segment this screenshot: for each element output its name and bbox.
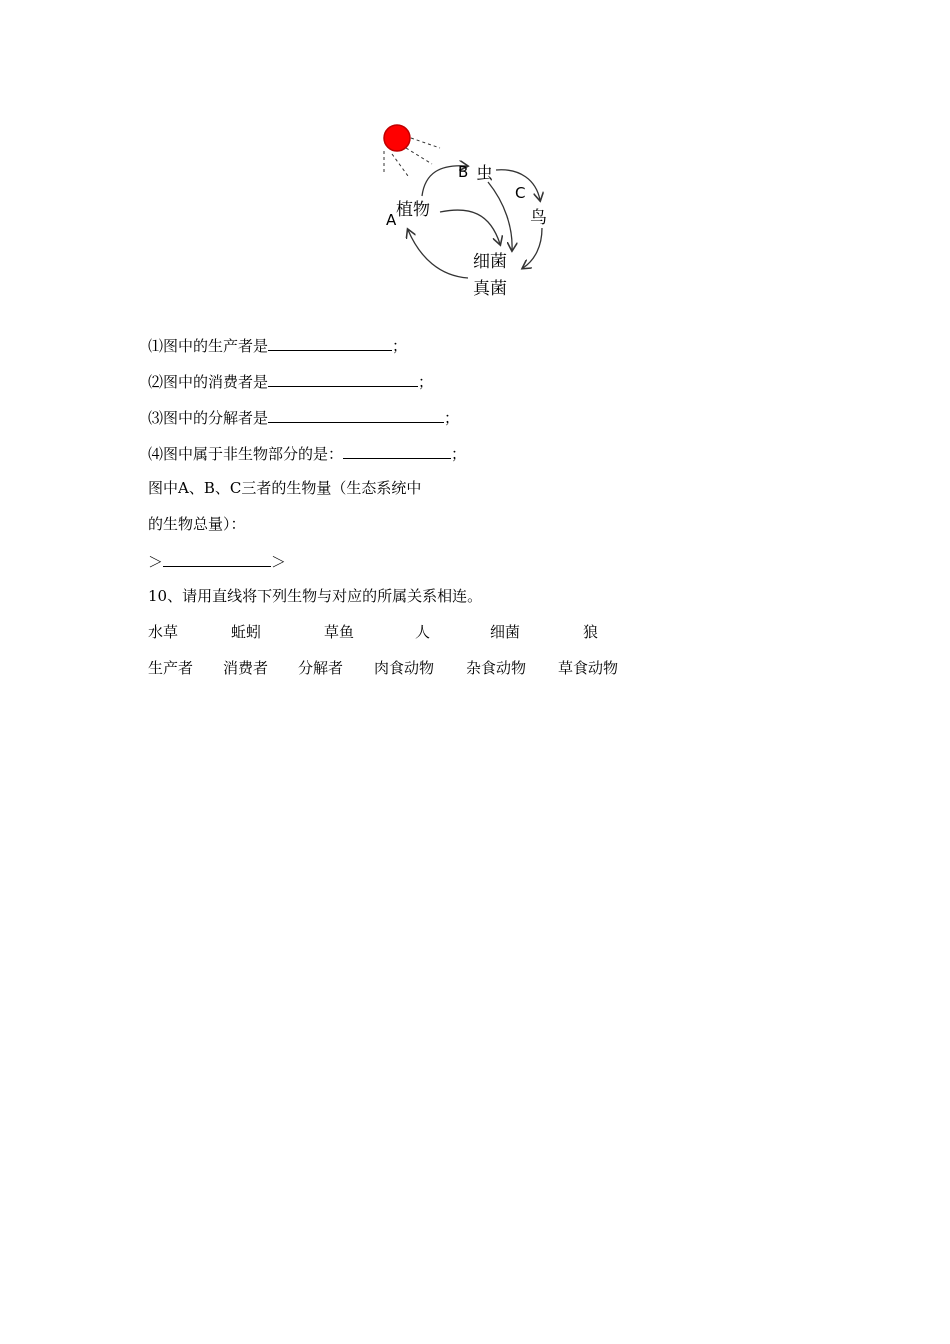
organism-item: 水草 [148, 623, 179, 641]
greater-than-1: ＞ [148, 553, 164, 571]
question-10-title: 10、请用直线将下列生物与对应的所属关系相连。 [148, 587, 483, 605]
category-item: 消费者 [223, 659, 269, 677]
node-insect: 虫 [476, 164, 493, 184]
letter-b: B [458, 163, 469, 181]
food-web-diagram [370, 118, 570, 308]
answer-blank-3[interactable] [268, 406, 444, 423]
sun-icon [384, 125, 410, 151]
arrow-decomposer-to-plant [408, 230, 468, 278]
question-2-text: ⑵图中的消费者是 [148, 373, 269, 391]
question-3-text: ⑶图中的分解者是 [148, 409, 269, 427]
arrow-plant-to-decomposer [440, 210, 500, 244]
question-2 [148, 370, 433, 392]
question-2-end: ； [418, 373, 434, 391]
node-decomposer-fungi: 真菌 [473, 279, 507, 299]
category-item: 草食动物 [558, 659, 619, 677]
category-item: 分解者 [298, 659, 344, 677]
arrow-bird-to-decomposer [523, 228, 542, 268]
node-decomposer-bacteria: 细菌 [473, 252, 507, 272]
biomass-line-1: 图中A、B、C三者的生物量（生态系统中 [148, 479, 422, 497]
organism-item: 蚯蚓 [231, 623, 262, 641]
biomass-blank[interactable] [163, 550, 271, 567]
organism-item: 人 [415, 623, 431, 641]
biomass-comparison [148, 550, 286, 572]
question-1-text: ⑴图中的生产者是 [148, 337, 269, 355]
answer-blank-2[interactable] [268, 370, 418, 387]
category-item: 杂食动物 [466, 659, 527, 677]
question-3 [148, 406, 459, 428]
answer-blank-1[interactable] [268, 334, 392, 351]
node-plant: 植物 [396, 200, 430, 220]
question-3-end: ； [444, 409, 460, 427]
organism-row [148, 622, 668, 642]
biomass-line-2: 的生物总量）： [148, 515, 246, 533]
organism-item: 狼 [583, 623, 599, 641]
question-4-end: ； [451, 445, 467, 463]
greater-than-2: ＞ [271, 553, 287, 571]
question-1-end: ； [392, 337, 408, 355]
arrow-insect-to-decomposer [488, 182, 512, 250]
answer-blank-4[interactable] [343, 442, 451, 459]
question-1 [148, 334, 407, 356]
letter-a: A [386, 211, 397, 229]
question-4-text: ⑷图中属于非生物部分的是： [148, 445, 344, 463]
node-bird: 鸟 [530, 208, 547, 228]
category-item: 肉食动物 [374, 659, 435, 677]
category-item: 生产者 [148, 659, 194, 677]
organism-item: 草鱼 [324, 623, 355, 641]
letter-c: C [515, 184, 526, 202]
organism-item: 细菌 [490, 623, 521, 641]
question-4 [148, 442, 466, 464]
category-row [148, 658, 668, 678]
